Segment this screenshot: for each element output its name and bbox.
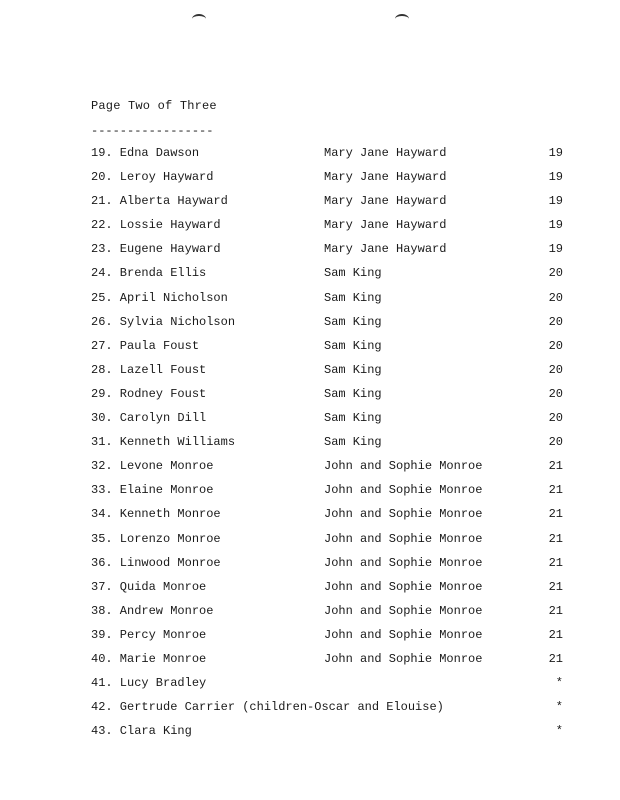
page-reference: 20 [548, 362, 563, 377]
page-reference: * [555, 724, 563, 739]
page-reference: * [555, 676, 563, 691]
person-name: 22. Lossie Hayward [91, 218, 221, 233]
person-name: 39. Percy Monroe [91, 627, 207, 642]
list-item [0, 723, 620, 747]
person-name: 25. April Nicholson [91, 290, 228, 305]
list-item [0, 410, 620, 434]
person-name: 33. Elaine Monroe [91, 483, 214, 498]
page-reference: 19 [548, 170, 563, 185]
person-name: 38. Andrew Monroe [91, 603, 214, 618]
person-name: 20. Leroy Hayward [91, 170, 214, 185]
list-item [0, 314, 620, 338]
host-name: Sam King [324, 386, 382, 401]
person-name: 27. Paula Foust [91, 338, 200, 353]
page-reference: 21 [548, 507, 563, 522]
host-name: Sam King [324, 314, 382, 329]
person-name: 28. Lazell Foust [91, 362, 207, 377]
list-item [0, 386, 620, 410]
page-reference: 21 [548, 459, 563, 474]
person-name: 29. Rodney Foust [91, 386, 207, 401]
host-name: John and Sophie Monroe [324, 579, 483, 594]
title-underline: ----------------- [91, 124, 214, 138]
list-item [0, 169, 620, 193]
page-reference: 19 [548, 218, 563, 233]
list-item [0, 555, 620, 579]
person-name: 21. Alberta Hayward [91, 194, 228, 209]
host-name: Sam King [324, 411, 382, 426]
host-name: Mary Jane Hayward [324, 146, 447, 160]
list-item [0, 434, 620, 458]
page-reference: 20 [548, 266, 563, 281]
page-reference: 21 [548, 603, 563, 618]
list-item [0, 217, 620, 241]
list-item [0, 458, 620, 482]
host-name: Sam King [324, 266, 382, 281]
page-reference: 21 [548, 555, 563, 570]
host-name: Sam King [324, 362, 382, 377]
page-reference: 21 [548, 627, 563, 642]
person-name: 19. Edna Dawson [91, 146, 200, 160]
punch-hole-mark-left [192, 14, 206, 24]
page-reference: 21 [548, 579, 563, 594]
person-name: 34. Kenneth Monroe [91, 507, 221, 522]
page-reference: 20 [548, 290, 563, 305]
list-item [0, 506, 620, 530]
list-item [0, 241, 620, 265]
host-name: Mary Jane Hayward [324, 194, 447, 209]
host-name: John and Sophie Monroe [324, 627, 483, 642]
page-reference: 20 [548, 411, 563, 426]
host-name: John and Sophie Monroe [324, 651, 483, 666]
person-name: 35. Lorenzo Monroe [91, 531, 221, 546]
person-name: 26. Sylvia Nicholson [91, 314, 236, 329]
page-reference: 21 [548, 651, 563, 666]
host-name: John and Sophie Monroe [324, 555, 483, 570]
list-item [0, 603, 620, 627]
page-reference: 19 [548, 242, 563, 257]
person-name: 24. Brenda Ellis [91, 266, 207, 281]
list-item [0, 193, 620, 217]
host-name: John and Sophie Monroe [324, 459, 483, 474]
person-name: 32. Levone Monroe [91, 459, 214, 474]
host-name: Mary Jane Hayward [324, 218, 447, 233]
list-item [0, 482, 620, 506]
punch-hole-mark-right [395, 14, 409, 24]
person-name: 43. Clara King [91, 724, 192, 739]
host-name: Sam King [324, 338, 382, 353]
list-item [0, 627, 620, 651]
person-name: 23. Eugene Hayward [91, 242, 221, 257]
list-item [0, 579, 620, 603]
name-list [0, 145, 620, 747]
page-reference: 20 [548, 386, 563, 401]
host-name: Mary Jane Hayward [324, 170, 447, 185]
page-reference: 21 [548, 531, 563, 546]
list-item [0, 265, 620, 289]
person-name: 40. Marie Monroe [91, 651, 207, 666]
host-name: Mary Jane Hayward [324, 242, 447, 257]
host-name: Sam King [324, 290, 382, 305]
page-reference: 21 [548, 483, 563, 498]
list-item [0, 338, 620, 362]
person-name: 31. Kenneth Williams [91, 435, 236, 450]
list-item [0, 699, 620, 723]
page-reference: 20 [548, 314, 563, 329]
list-item [0, 362, 620, 386]
page-reference: 20 [548, 338, 563, 353]
person-name: 30. Carolyn Dill [91, 411, 207, 426]
page-reference: 20 [548, 435, 563, 450]
page-reference: * [555, 700, 563, 715]
list-item [0, 290, 620, 314]
host-name: John and Sophie Monroe [324, 603, 483, 618]
list-item [0, 531, 620, 555]
host-name: John and Sophie Monroe [324, 531, 483, 546]
list-item [0, 675, 620, 699]
page-reference: 19 [548, 194, 563, 209]
page-reference: 19 [548, 146, 563, 160]
list-item [0, 651, 620, 675]
page-title: Page Two of Three [91, 99, 217, 113]
person-name: 41. Lucy Bradley [91, 676, 207, 691]
host-name: Sam King [324, 435, 382, 450]
person-name: 36. Linwood Monroe [91, 555, 221, 570]
person-name: 37. Quida Monroe [91, 579, 207, 594]
host-name: John and Sophie Monroe [324, 507, 483, 522]
person-name: 42. Gertrude Carrier (children-Oscar and Elouise) [91, 700, 444, 715]
list-item [0, 145, 620, 169]
host-name: John and Sophie Monroe [324, 483, 483, 498]
